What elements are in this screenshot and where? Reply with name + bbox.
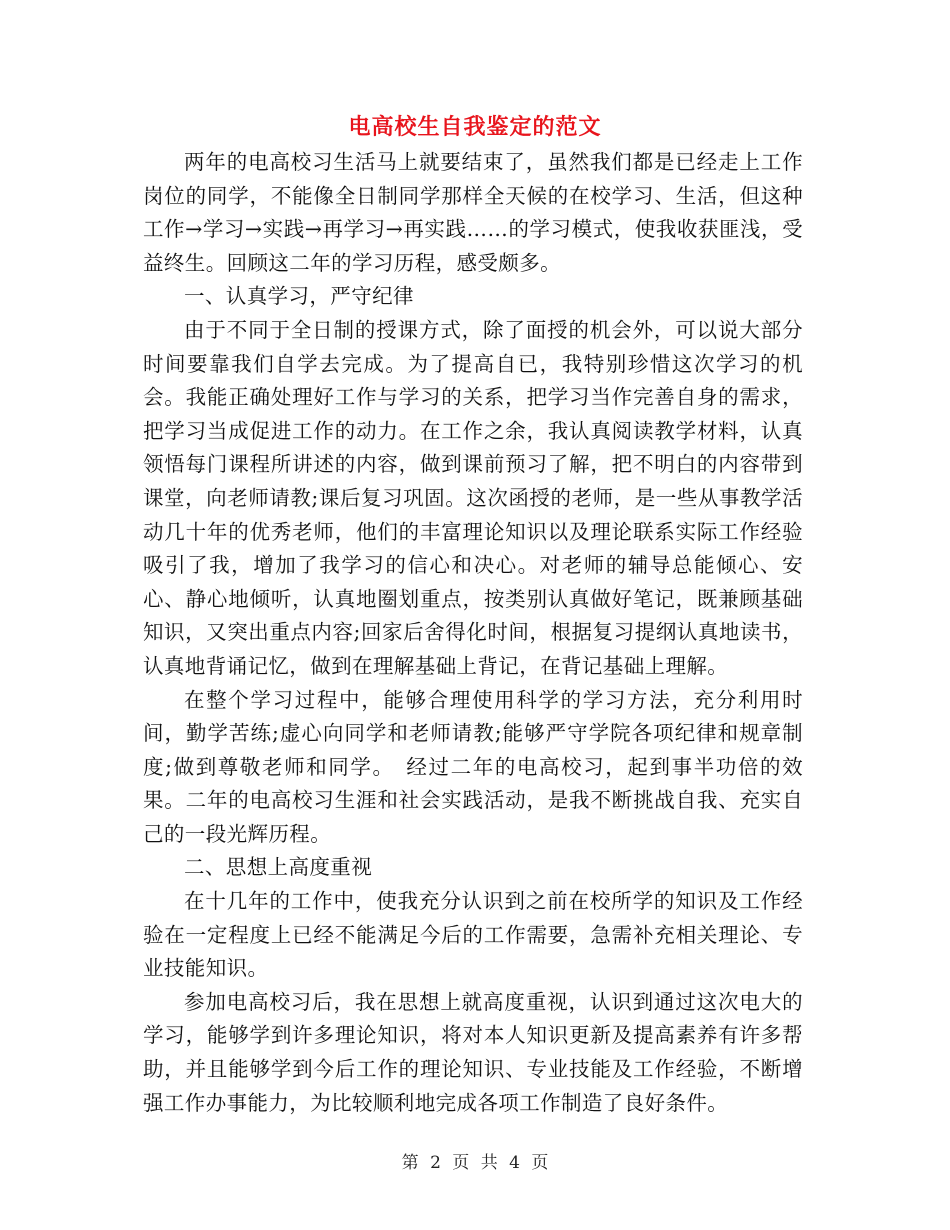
footer-current-page: 2 [430,1153,441,1173]
footer-total-word: 共 [480,1153,498,1173]
paragraph-work: 在十几年的工作中，使我充分认识到之前在校所学的知识及工作经验在一定程度上已经不能满足今后的工作需要，急需补充相关理论、专业技能知识。 [143,889,803,981]
paragraph-conclusion: 参加电高校习后，我在思想上就高度重视，认识到通过这次电大的学习，能够学到许多理论知识，将对本人知识更新及提高素养有许多帮助，并且能够学到今后工作的理论知识、专业技能及工作经验，不断增强工作办事能力，为比较顺利地完成各项工作制造了良好条件。 [143,989,803,1115]
page-footer [0,1150,950,1176]
document-title: 电高校生自我鉴定的范文 [348,114,602,140]
paragraph-study: 由于不同于全日制的授课方式，除了面授的机会外，可以说大部分时间要靠我们自学去完成。为了提高自已，我特别珍惜这次学习的机会。我能正确处理好工作与学习的关系，把学习当作完善自身的需求，把学习当成促进工作的动力。在工作之余，我认真阅读教学材料，认真领悟每门课程所讲述的内容，做到课前预习了解，把不明白的内容带到课堂，向老师请教;课后复习巩固。这次函授的老师，是一些从事教学活动几十年的优秀老师，他们的丰富理论知识以及理论联系实际工作经验吸引了我，增加了我学习的信心和决心。对老师的辅导总能倾心、安心、静心地倾听，认真地圈划重点，按类别认真做好笔记，既兼顾基础知识，又突出重点内容;回家后舍得化时间，根据复习提纲认真地读书，认真地背诵记忆，做到在理解基础上背记，在背记基础上理解。 [143,317,803,678]
footer-suffix: 页 [531,1153,549,1173]
paragraph-intro: 两年的电高校习生活马上就要结束了，虽然我们都是已经走上工作岗位的同学，不能像全日制同学那样全天候的在校学习、生活，但这种工作→学习→实践→再学习→再实践……的学习模式，使我收获匪浅，受益终生。回顾这二年的学习历程，感受颇多。 [143,150,803,275]
footer-page-word: 页 [452,1153,470,1173]
paragraph-method: 在整个学习过程中，能够合理使用科学的学习方法，充分利用时间，勤学苦练;虚心向同学和老师请教;能够严守学院各项纪律和规章制度;做到尊敬老师和同学。 经过二年的电高校习，起到事半功倍的效果。二年的电高校习生涯和社会实践活动，是我不断挑战自我、充实自己的一段光辉历程。 [143,687,803,846]
footer-total-pages: 4 [509,1153,520,1173]
section-heading-2: 二、思想上高度重视 [184,855,373,880]
section-heading-1: 一、认真学习，严守纪律 [184,284,414,309]
document-body [143,146,803,1120]
footer-prefix: 第 [401,1153,419,1173]
